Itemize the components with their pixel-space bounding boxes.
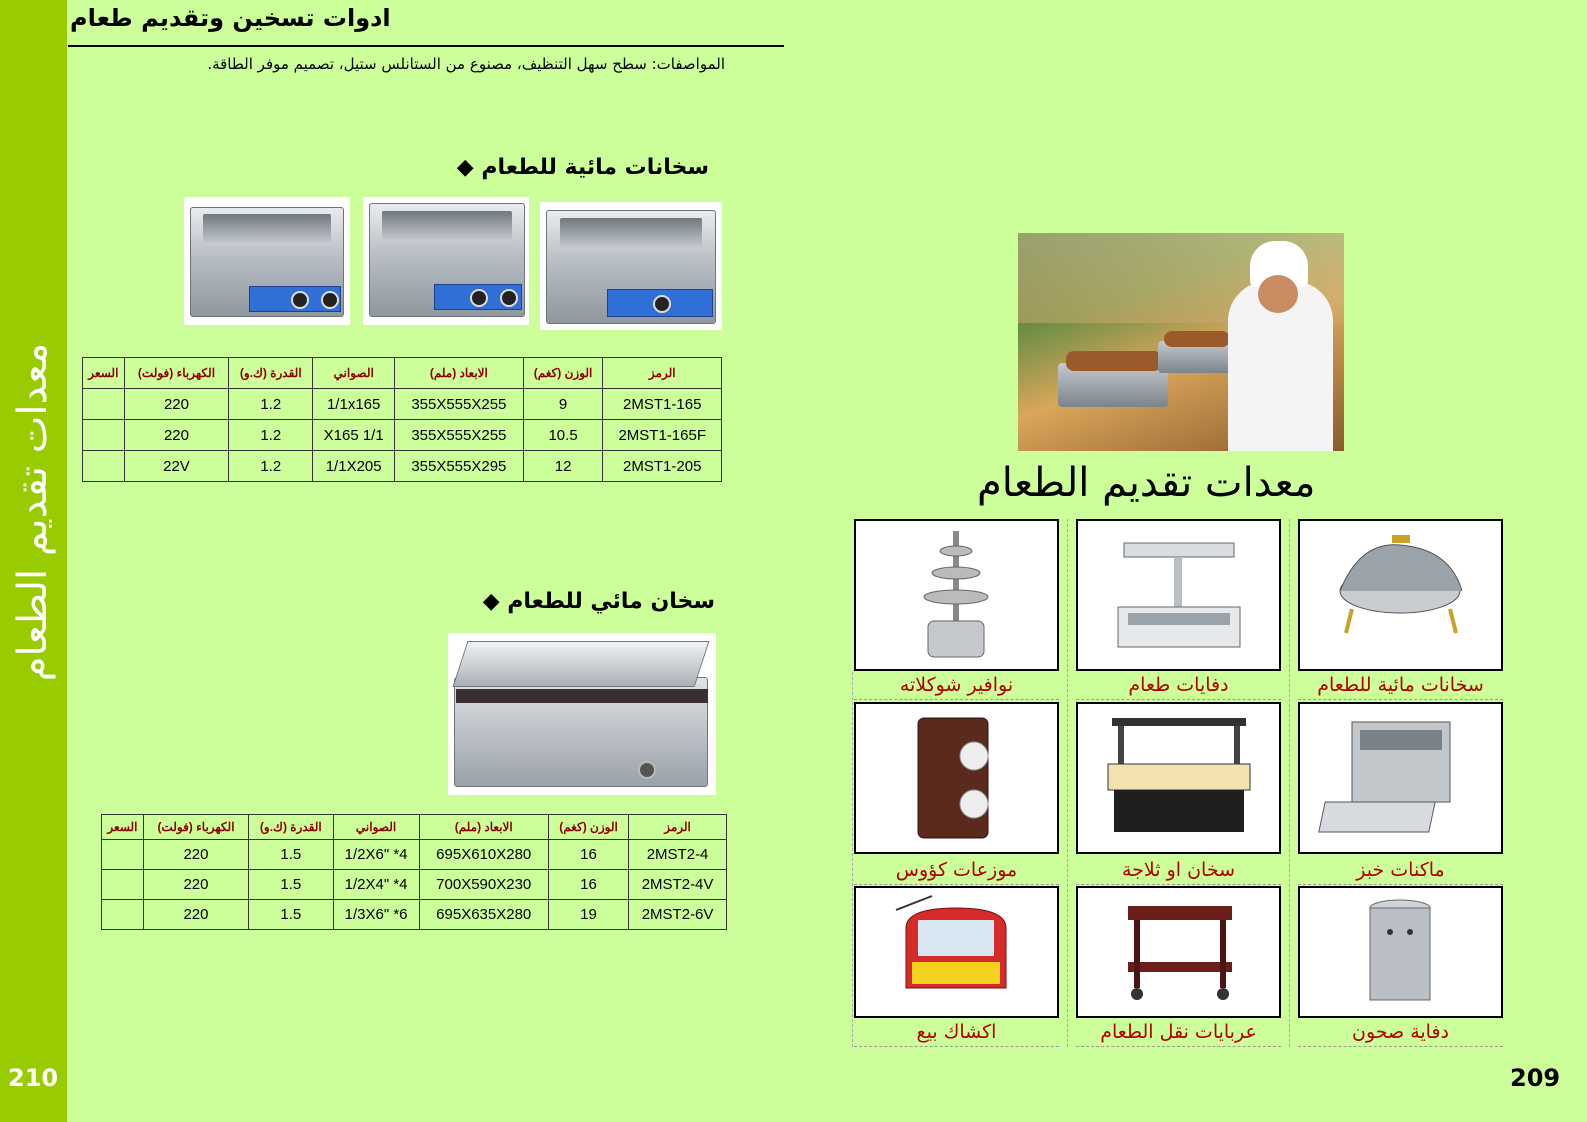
table-cell: 700X590X230 bbox=[419, 870, 548, 900]
table-header: الرمز bbox=[603, 358, 722, 389]
table-cell: 12 bbox=[523, 451, 603, 482]
table-cell: 9 bbox=[523, 389, 603, 420]
spec-table-water-warmers bbox=[82, 357, 722, 482]
table-cell: 1.2 bbox=[229, 420, 313, 451]
chafing-dish-icon bbox=[1300, 521, 1501, 669]
table-cell: 355X555X255 bbox=[395, 389, 524, 420]
table-header: السعر bbox=[102, 815, 144, 840]
table-cell: 220 bbox=[143, 870, 248, 900]
cup-dispenser-icon bbox=[856, 704, 1057, 854]
title-divider bbox=[68, 45, 784, 47]
table-row bbox=[102, 900, 727, 930]
table-cell: 16 bbox=[548, 840, 628, 870]
page-title: ادوات تسخين وتقديم طعام bbox=[70, 4, 391, 32]
table-cell: 1.2 bbox=[229, 451, 313, 482]
table-header: الصواني bbox=[333, 815, 419, 840]
bain-marie-photo bbox=[184, 197, 350, 325]
table-row bbox=[102, 870, 727, 900]
category-card-plate-warmer[interactable] bbox=[1298, 886, 1503, 1018]
sidebar bbox=[0, 0, 67, 1122]
table-cell: 22V bbox=[124, 451, 229, 482]
table-cell: 220 bbox=[143, 900, 248, 930]
category-card-toaster[interactable] bbox=[1298, 702, 1503, 854]
table-row bbox=[83, 389, 722, 420]
category-label: سخان او ثلاجة bbox=[1076, 857, 1281, 885]
category-label: عربايات نقل الطعام bbox=[1076, 1019, 1281, 1047]
table-row bbox=[102, 840, 727, 870]
category-label: ماكنات خبز bbox=[1298, 857, 1503, 885]
table-cell: 2MST1-165 bbox=[603, 389, 722, 420]
table-cell: 1.5 bbox=[249, 900, 334, 930]
table-cell: 1/1 X165 bbox=[313, 420, 395, 451]
specifications-text: المواصفات: سطح سهل التنظيف، مصنوع من الستانلس ستيل، تصميم موفر الطاقة. bbox=[207, 55, 725, 73]
section-heading-water-warmers: سخانات مائية للطعام ◆ bbox=[456, 155, 709, 180]
salad-bar-icon bbox=[1078, 704, 1279, 854]
table-row bbox=[83, 420, 722, 451]
grid-separator bbox=[852, 672, 853, 1047]
category-card-food-trolley[interactable] bbox=[1076, 886, 1281, 1018]
table-cell: 1/1X205 bbox=[313, 451, 395, 482]
category-card-cup-dispenser[interactable] bbox=[854, 702, 1059, 854]
table-cell bbox=[102, 900, 144, 930]
table-cell: 2MST1-205 bbox=[603, 451, 722, 482]
category-card-food-warmer[interactable] bbox=[1076, 519, 1281, 671]
table-header: الابعاد (ملم) bbox=[419, 815, 548, 840]
table-cell: 1/2X6" *4 bbox=[333, 840, 419, 870]
category-card-kiosk[interactable] bbox=[854, 886, 1059, 1018]
table-cell: 220 bbox=[124, 420, 229, 451]
table-header: الوزن (كغم) bbox=[548, 815, 628, 840]
table-header: السعر bbox=[83, 358, 125, 389]
category-label: اكشاك بيع bbox=[854, 1019, 1059, 1047]
table-cell: 695X610X280 bbox=[419, 840, 548, 870]
sidebar-title: معدات تقديم الطعام bbox=[10, 342, 56, 682]
table-cell: 695X635X280 bbox=[419, 900, 548, 930]
food-trolley-icon bbox=[1078, 888, 1279, 1016]
bain-marie-4-pan-photo bbox=[448, 633, 716, 795]
plate-warmer-icon bbox=[1300, 888, 1501, 1016]
table-cell: 2MST2-4 bbox=[629, 840, 727, 870]
kiosk-icon bbox=[856, 888, 1057, 1016]
table-header: القدرة (ك.و) bbox=[249, 815, 334, 840]
page-number-right: 209 bbox=[1510, 1064, 1561, 1092]
grid-separator bbox=[1289, 519, 1290, 1047]
table-cell: 2MST2-4V bbox=[629, 870, 727, 900]
category-card-chafing-dish[interactable] bbox=[1298, 519, 1503, 671]
table-header: الوزن (كغم) bbox=[523, 358, 603, 389]
table-header: الصواني bbox=[313, 358, 395, 389]
table-cell: 1/3X6" *6 bbox=[333, 900, 419, 930]
table-cell: 1.5 bbox=[249, 840, 334, 870]
category-label: دفايات طعام bbox=[1076, 672, 1281, 700]
section-heading-water-warmer: سخان مائي للطعام ◆ bbox=[482, 589, 715, 614]
table-cell bbox=[83, 389, 125, 420]
table-cell bbox=[102, 840, 144, 870]
table-cell: 16 bbox=[548, 870, 628, 900]
table-header: الكهرباء (فولت) bbox=[124, 358, 229, 389]
category-label: موزعات كؤوس bbox=[854, 857, 1059, 885]
page-number-left: 210 bbox=[8, 1064, 59, 1092]
table-cell: 1.2 bbox=[229, 389, 313, 420]
table-cell: 10.5 bbox=[523, 420, 603, 451]
bain-marie-photo bbox=[540, 202, 722, 330]
category-label: نوافير شوكلاته bbox=[854, 672, 1059, 700]
chef-buffet-photo bbox=[1018, 233, 1344, 451]
table-cell: 2MST2-6V bbox=[629, 900, 727, 930]
table-cell bbox=[83, 451, 125, 482]
table-cell: 1/1x165 bbox=[313, 389, 395, 420]
table-cell: 220 bbox=[143, 840, 248, 870]
table-cell bbox=[102, 870, 144, 900]
category-card-salad-bar[interactable] bbox=[1076, 702, 1281, 854]
chocolate-fountain-icon bbox=[856, 521, 1057, 669]
hero-title: معدات تقديم الطعام bbox=[977, 460, 1316, 506]
table-cell: 355X555X255 bbox=[395, 420, 524, 451]
table-header: الابعاد (ملم) bbox=[395, 358, 524, 389]
table-cell: 1.5 bbox=[249, 870, 334, 900]
table-cell: 19 bbox=[548, 900, 628, 930]
category-card-chocolate-fountain[interactable] bbox=[854, 519, 1059, 671]
bain-marie-photo bbox=[363, 197, 529, 325]
table-header: الكهرباء (فولت) bbox=[143, 815, 248, 840]
grid-separator bbox=[1067, 519, 1068, 1047]
toaster-icon bbox=[1300, 704, 1501, 854]
table-cell: 355X555X295 bbox=[395, 451, 524, 482]
table-cell bbox=[83, 420, 125, 451]
spec-table-water-warmer bbox=[101, 814, 727, 930]
table-cell: 1/2X4" *4 bbox=[333, 870, 419, 900]
table-cell: 220 bbox=[124, 389, 229, 420]
food-warmer-icon bbox=[1078, 521, 1279, 669]
table-row bbox=[83, 451, 722, 482]
table-header: القدرة (ك.و) bbox=[229, 358, 313, 389]
category-label: سخانات مائية للطعام bbox=[1298, 672, 1503, 700]
table-cell: 2MST1-165F bbox=[603, 420, 722, 451]
table-header: الرمز bbox=[629, 815, 727, 840]
category-label: دفاية صحون bbox=[1298, 1019, 1503, 1047]
